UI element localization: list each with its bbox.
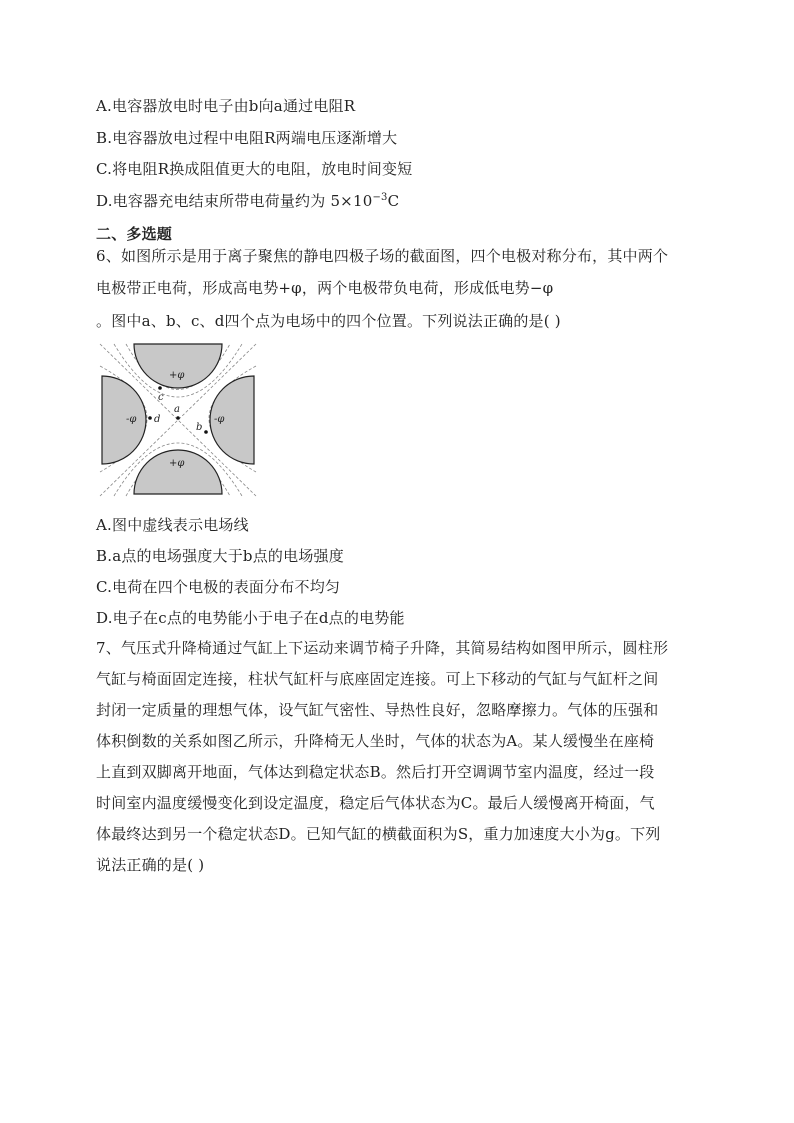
label-top-electrode: +φ xyxy=(169,370,185,381)
q7-stem-line-2: 气缸与椅面固定连接，柱状气缸杆与底座固定连接。可上下移动的气缸与气缸杆之间 xyxy=(96,670,659,688)
q5-option-d xyxy=(96,191,399,211)
q6-stem-line-3: 。图中a、b、c、d四个点为电场中的四个位置。下列说法正确的是( ) xyxy=(96,312,561,330)
section-title: 二、多选题 xyxy=(96,225,173,243)
q5-option-d-exponent: −3 xyxy=(372,192,388,203)
point-d-label: d xyxy=(154,414,161,425)
q7-stem-line-3: 封闭一定质量的理想气体，设气缸气密性、导热性良好，忽略摩擦力。气体的压强和 xyxy=(96,701,659,719)
q6-stem-line-2: 电极带正电荷，形成高电势+φ，两个电极带负电荷，形成低电势−φ xyxy=(96,279,554,297)
q7-stem-line-1: 7、气压式升降椅通过气缸上下运动来调节椅子升降，其简易结构如图甲所示，圆柱形 xyxy=(96,639,669,657)
point-a-label: a xyxy=(174,404,180,415)
q7-stem-line-8: 说法正确的是( ) xyxy=(96,856,205,874)
label-right-electrode: -φ xyxy=(214,414,225,425)
point-c-label: c xyxy=(158,392,164,403)
q7-stem-line-5: 上直到双脚离开地面，气体达到稳定状态B。然后打开空调调节室内温度，经过一段 xyxy=(96,763,655,781)
q7-stem-line-7: 体最终达到另一个稳定状态D。已知气缸的横截面积为S，重力加速度大小为g。下列 xyxy=(96,825,661,843)
quadrupole-field-figure xyxy=(96,340,260,500)
q7-stem-line-6: 时间室内温度缓慢变化到设定温度，稳定后气体状态为C。最后人缓慢离开椅面，气 xyxy=(96,794,655,812)
q6-option-a: A.图中虚线表示电场线 xyxy=(96,516,249,534)
label-bottom-electrode: +φ xyxy=(169,458,185,469)
point-d xyxy=(148,416,152,420)
q5-option-d-unit: C xyxy=(387,192,400,210)
q6-option-c: C.电荷在四个电极的表面分布不均匀 xyxy=(96,578,341,596)
point-c xyxy=(158,386,162,390)
point-b xyxy=(204,430,208,434)
electrode-bottom xyxy=(134,450,222,494)
electrode-left xyxy=(102,376,146,464)
electrode-top xyxy=(134,344,222,388)
label-left-electrode: -φ xyxy=(126,414,137,425)
q7-stem-line-4: 体积倒数的关系如图乙所示，升降椅无人坐时，气体的状态为A。某人缓慢坐在座椅 xyxy=(96,732,655,750)
q6-option-d: D.电子在c点的电势能小于电子在d点的电势能 xyxy=(96,609,405,627)
point-a xyxy=(176,416,180,420)
q5-option-b: B.电容器放电过程中电阻R两端电压逐渐增大 xyxy=(96,129,398,147)
point-b-label: b xyxy=(196,422,203,433)
quadrupole-field-svg xyxy=(96,340,260,500)
q6-option-b: B.a点的电场强度大于b点的电场强度 xyxy=(96,547,344,565)
q5-option-d-text: D.电容器充电结束所带电荷量约为 xyxy=(96,192,331,210)
q5-option-c: C.将电阻R换成阻值更大的电阻，放电时间变短 xyxy=(96,160,413,178)
q5-option-a: A.电容器放电时电子由b向a通过电阻R xyxy=(96,97,356,115)
q6-stem-line-1: 6、如图所示是用于离子聚焦的静电四极子场的截面图，四个电极对称分布，其中两个 xyxy=(96,247,669,265)
q5-option-d-value: 5×10 xyxy=(330,192,373,210)
